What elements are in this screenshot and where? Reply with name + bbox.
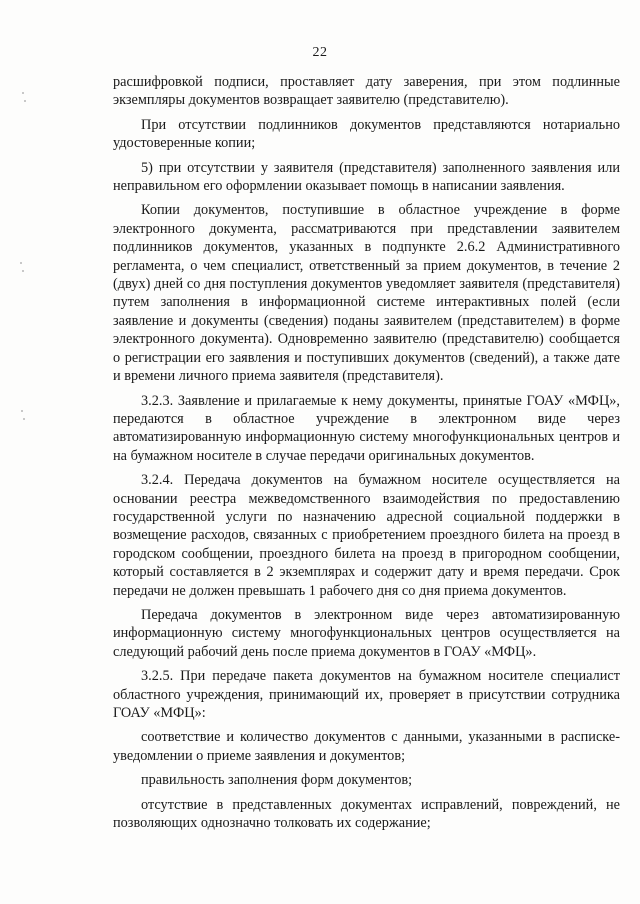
scan-speck	[21, 410, 23, 412]
paragraph-7: Передача документов в электронном виде через автоматизированную информационную систему многофункциональных центров осуществляется на следующий рабочий день после приема документов в ГОАУ «МФЦ».	[113, 606, 620, 660]
page-number: 22	[312, 45, 328, 60]
document-body	[113, 73, 620, 832]
paragraph-4: Копии документов, поступившие в областное учреждение в форме электронного документа, рассматриваются при представлении заявителем подлинников документов, указанных в подпункте 2.6.2 Административного регламента, о чем специалист, ответственный за прием документов, в течение 2 (двух) дней со дня поступления документов уведомляет заявителя (представителя) путем заполнения в информационной системе интерактивных полей (если заявление и документы (сведения) поданы заявителем (представителем) в форме электронного документа). Одновременно заявителю (представителю) сообщается о регистрации его заявления и поступивших документов (сведений), а также дате и времени личного приема заявителя (представителя).	[113, 202, 620, 385]
paragraph-8: 3.2.5. При передаче пакета документов на бумажном носителе специалист областного учреждения, принимающий их, проверяет в присутствии сотрудника ГОАУ «МФЦ»:	[113, 668, 620, 721]
paragraph-5: 3.2.3. Заявление и прилагаемые к нему документы, принятые ГОАУ «МФЦ», передаются в областное учреждение в электронном виде через автоматизированную информационную систему многофункциональных центров и на бумажном носителе в случае передачи оригинальных документов.	[113, 392, 620, 464]
scan-speck	[23, 418, 25, 420]
scan-speck	[22, 92, 24, 94]
paragraph-11: отсутствие в представленных документах исправлений, повреждений, не позволяющих однозначно толковать их содержание;	[113, 796, 620, 832]
paragraph-3: 5) при отсутствии у заявителя (представителя) заполненного заявления или неправильном его оформлении оказывает помощь в написании заявления.	[113, 159, 620, 195]
paragraph-2: При отсутствии подлинников документов представляются нотариально удостоверенные копии;	[113, 116, 620, 152]
paragraph-10: правильность заполнения форм документов;	[141, 772, 413, 789]
paragraph-6: 3.2.4. Передача документов на бумажном носителе осуществляется на основании реестра межведомственного взаимодействия по предоставлению государственной услуги по назначению адресной социальной поддержки в возмещение расходов, связанных с приобретением проездного билета на проезд в городском сообщении, проездного билета на проезд в пригородном сообщении, который составляется в 2 экземплярах и содержит дату и время передачи. Срок передачи не должен превышать 1 рабочего дня со дня приема документов.	[113, 472, 620, 599]
scan-speck	[24, 100, 26, 102]
paragraph-9: соответствие и количество документов с данными, указанными в расписке-уведомлении о приеме заявления и документов;	[113, 729, 620, 764]
scan-speck	[22, 270, 24, 272]
paragraph-1: расшифровкой подписи, проставляет дату заверения, при этом подлинные экземпляры документов возвращает заявителю (представителю).	[113, 74, 620, 109]
scan-speck	[20, 262, 22, 264]
